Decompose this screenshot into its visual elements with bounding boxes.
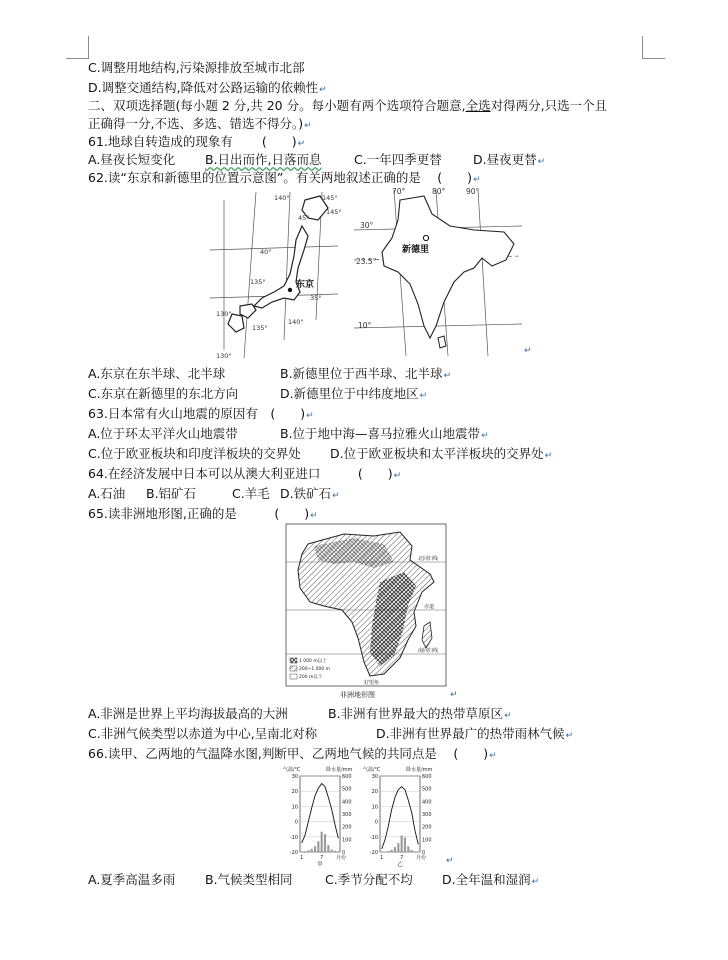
temp-tick-label: -10 — [289, 834, 298, 841]
map-label: 北回归线 — [418, 556, 439, 562]
lon-label: 145° — [326, 208, 342, 216]
question-61-stem — [88, 134, 305, 152]
lat-label: 30° — [360, 221, 374, 230]
paragraph-mark-icon: ↵ — [319, 85, 327, 95]
q64-option-d-text: D.铁矿石 — [280, 486, 332, 501]
q65-option-d — [376, 726, 573, 744]
q62-option-d — [280, 386, 427, 404]
precip-tick-label: 600 — [422, 774, 432, 780]
paragraph-mark-icon: ↵ — [446, 856, 454, 866]
paragraph-mark-icon: ↵ — [306, 411, 314, 421]
precip-bar — [334, 851, 336, 852]
q63-option-d-text: D.位于欧亚板块和太平洋板块的交界处 — [330, 446, 544, 461]
climate-chart-a — [282, 764, 362, 868]
option-c-text: C.调整用地结构,污染源排放至城市北部 — [88, 60, 305, 75]
question-text: 61.地球自转造成的现象有 ( ) — [88, 134, 297, 149]
precip-tick-label: 200 — [342, 824, 352, 831]
precip-tick-label: 400 — [342, 799, 352, 806]
precip-bar — [414, 851, 416, 852]
temp-tick-label: -10 — [369, 834, 378, 841]
q63-option-b-text: B.位于地中海—喜马拉雅火山地震带 — [280, 426, 481, 441]
q65-option-b — [328, 706, 512, 724]
q62-option-d-text: D.新德里位于中纬度地区 — [280, 386, 419, 401]
precip-bar — [411, 850, 413, 852]
new-delhi-label: 新德里 — [402, 245, 430, 255]
month-tick-label: 7 — [320, 855, 324, 861]
question-66-stem — [88, 746, 497, 764]
section-heading-text: 全选 — [465, 98, 491, 113]
precip-bar — [391, 850, 393, 852]
paragraph-mark-icon: ↵ — [565, 731, 574, 741]
q66-option-c: C.季节分配不均 — [325, 872, 413, 887]
precip-tick-label: 0 — [422, 850, 426, 856]
q62-option-c: C.东京在新德里的东北方向 — [88, 386, 239, 401]
paragraph-mark-icon: ↵ — [481, 431, 489, 441]
q63-option-c: C.位于欧亚板块和印度洋板块的交界处 — [88, 446, 301, 461]
section-heading-text: 正确得一分,不选、多选、错选不得分。) — [88, 116, 304, 131]
temp-tick-label: -20 — [369, 850, 378, 856]
paragraph-mark-icon: ↵ — [304, 121, 312, 131]
q64-option-d — [280, 486, 340, 504]
lon-label: 70° — [392, 187, 406, 196]
precip-tick-label: 100 — [422, 837, 432, 844]
question-text: 64.在经济发展中日本可以从澳大利亚进口 ( ) — [88, 466, 393, 481]
temp-tick-label: 0 — [374, 819, 378, 826]
q66-option-d-text: D.全年温和湿润 — [442, 872, 531, 887]
precip-bar — [337, 851, 339, 852]
q61-option-b — [205, 152, 322, 168]
temp-tick-label: 20 — [371, 789, 378, 796]
temp-tick-label: 30 — [371, 774, 378, 780]
paragraph-mark-icon: ↵ — [297, 139, 306, 149]
q66-option-d — [442, 872, 539, 890]
map-label: 赤道 — [424, 604, 435, 610]
temp-tick-label: 0 — [294, 819, 298, 826]
lat-label: 23.5° — [356, 257, 377, 266]
temp-tick-label: -20 — [289, 850, 298, 856]
month-tick-label: 7 — [400, 855, 404, 861]
temp-axis-label: 气温/℃ — [283, 767, 301, 773]
q63-option-d — [330, 446, 552, 464]
legend-entry: 200~1 000 m — [299, 667, 331, 672]
q65-option-c: C.非洲气候类型以赤道为中心,呈南北对称 — [88, 726, 318, 741]
q63-option-a: A.位于环太平洋火山地震带 — [88, 426, 238, 441]
paragraph-mark-icon: ↵ — [544, 451, 553, 461]
lon-label: 80° — [432, 187, 446, 196]
precip-bar — [301, 851, 303, 852]
precip-bar — [321, 832, 323, 852]
precip-tick-label: 500 — [422, 786, 432, 793]
q61-option-a: A.昼夜长短变化 — [88, 152, 176, 167]
question-64-stem — [88, 466, 401, 484]
map-caption: 非洲地形图 — [340, 691, 375, 699]
q61-option-b-text: B.日出而作,日落而息 — [205, 152, 322, 167]
chart-name: 甲 — [317, 862, 323, 868]
lon-label: 135° — [250, 278, 266, 286]
q65-option-b-text: B.非洲有世界最大的热带草原区 — [328, 706, 504, 721]
page-corner-mark-right — [642, 36, 665, 59]
page-corner-mark-left — [66, 36, 89, 59]
precip-bar — [407, 846, 409, 852]
africa-map — [284, 522, 448, 700]
precip-tick-label: 200 — [422, 824, 432, 831]
precip-tick-label: 100 — [342, 837, 352, 844]
temp-axis-label: 气温/℃ — [363, 767, 381, 773]
month-axis-label: 月份 — [416, 855, 427, 861]
precip-bar — [387, 851, 389, 852]
precip-tick-label: 400 — [422, 799, 432, 806]
q65-option-d-text: D.非洲有世界最广的热带雨林气候 — [376, 726, 565, 741]
paragraph-mark-icon: ↵ — [419, 391, 428, 401]
lon-label: 130° — [216, 310, 232, 318]
lat-label: 45° — [298, 214, 310, 222]
precip-bar — [304, 851, 306, 852]
tokyo-marker — [288, 288, 292, 292]
paragraph-mark-icon: ↵ — [524, 346, 532, 356]
section-heading-line2 — [88, 116, 312, 134]
q62-option-a: A.东京在东半球、北半球 — [88, 366, 226, 381]
precip-bar — [401, 836, 403, 852]
lon-label: 130° — [216, 352, 232, 360]
precip-bar — [324, 834, 326, 852]
option-line — [88, 80, 327, 98]
precip-bar — [314, 846, 316, 852]
option-d-text: D.调整交通结构,降低对公路运输的依赖性 — [88, 80, 319, 95]
india-map — [354, 186, 524, 358]
precip-bar — [397, 843, 399, 852]
q61-option-d — [473, 152, 545, 170]
temp-tick-label: 10 — [291, 804, 298, 811]
paragraph-mark-icon: ↵ — [531, 877, 540, 887]
q61-option-c: C.一年四季更替 — [354, 152, 442, 167]
question-63-stem — [88, 406, 314, 424]
paragraph-mark-icon: ↵ — [450, 690, 458, 700]
temp-tick-label: 30 — [291, 774, 298, 780]
section-heading-text: 二、双项选择题(每小题 2 分,共 20 分。每小题有两个选项符合题意, — [88, 98, 466, 113]
chart-name: 乙 — [397, 862, 403, 868]
lon-label: 145° — [322, 194, 338, 202]
tokyo-label: 东京 — [296, 280, 315, 290]
paragraph-mark-icon: ↵ — [332, 491, 340, 501]
q66-option-a: A.夏季高温多雨 — [88, 872, 176, 887]
lon-label: 140° — [274, 194, 290, 202]
paragraph-mark-icon: ↵ — [473, 175, 481, 185]
precip-tick-label: 0 — [342, 850, 346, 856]
option-line — [88, 60, 305, 76]
precip-bar — [394, 847, 396, 852]
question-text: 63.日本常有火山地震的原因有 ( ) — [88, 406, 306, 421]
precip-bar — [317, 841, 319, 852]
precip-axis-label: 降水量/mm — [406, 767, 433, 773]
temp-tick-label: 20 — [291, 789, 298, 796]
paragraph-mark-icon: ↵ — [504, 711, 512, 721]
precip-tick-label: 300 — [422, 812, 432, 818]
precip-bar — [404, 837, 406, 852]
paragraph-mark-icon: ↵ — [537, 157, 546, 167]
q61-option-d-text: D.昼夜更替 — [473, 152, 537, 167]
lat-label: 40° — [260, 248, 272, 256]
plot-frame — [300, 776, 340, 852]
temp-tick-label: 10 — [371, 804, 378, 811]
paragraph-mark-icon: ↵ — [393, 471, 402, 481]
q64-option-c: C.羊毛 — [232, 486, 270, 501]
q62-option-b — [280, 366, 451, 384]
lon-label: 90° — [466, 187, 480, 196]
precip-tick-label: 300 — [342, 812, 352, 818]
precip-bar — [384, 851, 386, 852]
lat-label: 10° — [358, 321, 372, 330]
month-tick-label: 1 — [380, 855, 384, 861]
precip-bar — [307, 850, 309, 852]
precip-tick-label: 600 — [342, 774, 352, 780]
q64-option-a: A.石油 — [88, 486, 126, 501]
precip-bar — [417, 851, 419, 852]
q62-option-b-text: B.新德里位于西半球、北半球 — [280, 366, 443, 381]
month-axis-label: 月份 — [336, 855, 347, 861]
precip-bar — [311, 849, 313, 852]
question-text: 66.读甲、乙两地的气温降水图,判断甲、乙两地气候的共同点是 ( ) — [88, 746, 489, 761]
precip-bar — [327, 845, 329, 852]
precip-bar — [331, 849, 333, 852]
lat-label: 35° — [310, 294, 322, 302]
q64-option-b: B.铝矿石 — [146, 486, 197, 501]
map-label: 好望角 — [364, 680, 380, 686]
section-heading-text: 对得两分,只选一个且 — [490, 98, 608, 113]
climate-chart-b — [362, 764, 444, 868]
lon-label: 135° — [252, 324, 268, 332]
paragraph-mark-icon: ↵ — [310, 511, 318, 521]
q66-option-b: B.气候类型相同 — [205, 872, 293, 887]
precip-tick-label: 500 — [342, 786, 352, 793]
legend-entry: 200 m以下 — [299, 675, 323, 680]
month-tick-label: 1 — [300, 855, 304, 861]
q65-option-a: A.非洲是世界上平均海拔最高的大洲 — [88, 706, 288, 721]
plot-frame — [380, 776, 420, 852]
precip-axis-label: 降水量/mm — [326, 767, 353, 773]
japan-map — [210, 190, 340, 360]
paragraph-mark-icon: ↵ — [443, 371, 452, 381]
map-label: 南回归线 — [418, 648, 439, 654]
lon-label: 140° — [288, 318, 304, 326]
section-heading — [88, 98, 607, 114]
q63-option-b — [280, 426, 489, 444]
paragraph-mark-icon: ↵ — [489, 751, 497, 761]
question-text: 65.读非洲地形图,正确的是 ( ) — [88, 506, 310, 521]
question-text: 62.读“东京和新德里的位置示意图”。有关两地叙述正确的是 ( ) — [88, 170, 473, 185]
legend-entry: 1 000 m以上 — [299, 659, 327, 664]
